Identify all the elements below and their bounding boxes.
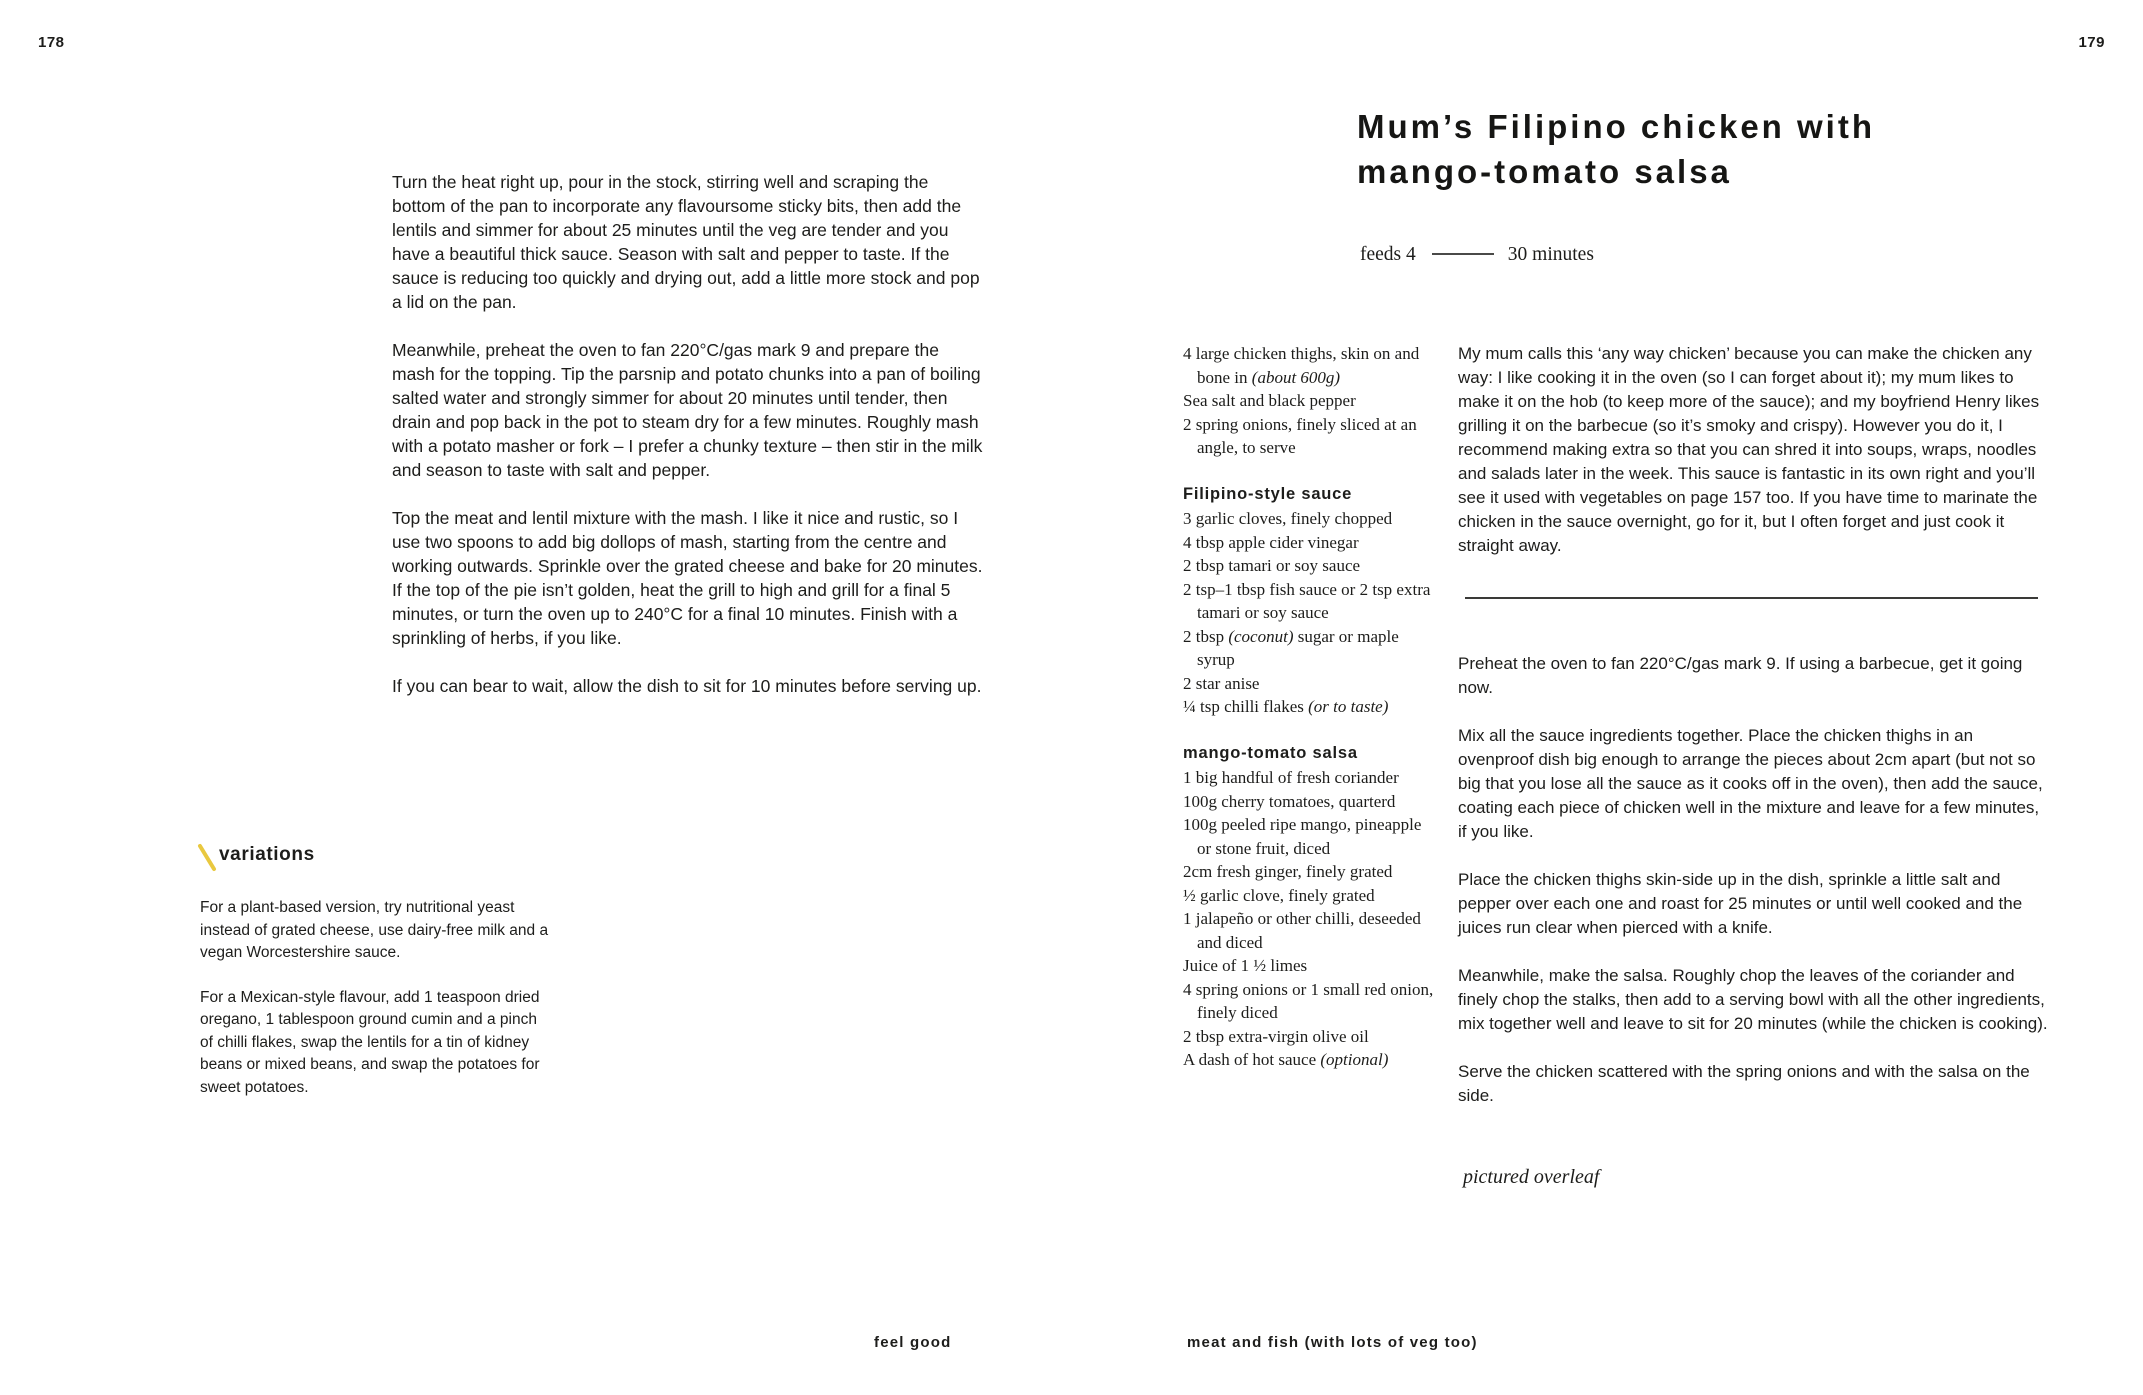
ingredient-item: 2cm fresh ginger, finely grated xyxy=(1183,862,1393,881)
ingredient-item: 2 tsp–1 tbsp fish sauce or 2 tsp extra tamari or soy sauce xyxy=(1183,579,1431,622)
ingredient-item: ½ garlic clove, finely grated xyxy=(1183,885,1375,905)
ingredient-item: Juice of 1 ½ limes xyxy=(1183,956,1308,975)
ingredient-item: 100g peeled ripe mango, pineapple or stone fruit, diced xyxy=(1183,815,1422,858)
paragraph: Serve the chicken scattered with the spring onions and with the salsa on the side. xyxy=(1458,1062,2030,1105)
ingredient-group xyxy=(1183,342,1435,460)
paragraph: For a Mexican-style flavour, add 1 teaspoon dried oregano, 1 tablespoon ground cumin and a pinch of chilli flakes, swap the lentils for a tin of kidney beans or mixed beans, and swap the potatoes for sweet potatoes. xyxy=(200,988,540,1096)
ingredient-group-header: mango-tomato salsa xyxy=(1183,743,1358,762)
ingredient-item: 100g cherry tomatoes, quarterd xyxy=(1183,791,1396,811)
paragraph: If you can bear to wait, allow the dish to sit for 10 minutes before serving up. xyxy=(392,676,982,696)
ingredient-group xyxy=(1183,742,1435,1072)
paragraph: Top the meat and lentil mixture with the mash. I like it nice and rustic, so I use two spoons to add big dollops of mash, starting from the centre and working outwards. Sprinkle over the grated cheese and bake for 20 minutes. If the top of the pie isn’t golden, heat the grill to high and grill for a final 5 minutes, or turn the oven up to 240°C for a final 10 minutes. Finish with a sprinkling of herbs, if you like. xyxy=(392,508,983,648)
ingredient-group-header: Filipino-style sauce xyxy=(1183,484,1353,503)
meta-divider-line xyxy=(1432,253,1494,255)
recipe-intro: My mum calls this ‘any way chicken’ because you can make the chicken any way: I like cooking it in the oven (so I can forget about it); my mum likes to make it on the hob (to keep more of the sauce); and my boyfriend Henry likes grilling it on the barbecue (so it’s smoky and crispy). However you do it, I recommend making extra so that you can shred it into soups, wraps, noodles and salads later in the week. This sauce is fantastic in its own right and you’ll see it used with vegetables on page 157 too. If you have time to marinate the chicken in the sauce overnight, go for it, but I often forget and just cook it straight away. xyxy=(1458,344,2040,555)
page-number-right: 179 xyxy=(2078,34,2105,51)
page-number-left: 178 xyxy=(38,34,65,51)
divider-rule xyxy=(1465,597,2038,599)
variations-heading-row xyxy=(197,843,551,873)
recipe-meta xyxy=(1360,244,1594,266)
time-label: 30 minutes xyxy=(1507,244,1594,265)
pictured-overleaf-note: pictured overleaf xyxy=(1463,1166,1600,1188)
paragraph: Preheat the oven to fan 220°C/gas mark 9. If using a barbecue, get it going now. xyxy=(1458,654,2023,697)
ingredient-group xyxy=(1183,483,1435,719)
ingredient-item: 2 star anise xyxy=(1183,673,1260,693)
ingredient-item: 4 large chicken thighs, skin on and bone in (about 600g) xyxy=(1183,344,1420,387)
ingredient-item: 3 garlic cloves, finely chopped xyxy=(1183,509,1393,528)
ingredient-item: A dash of hot sauce (optional) xyxy=(1183,1050,1389,1069)
recipe-title-line1: Mum’s Filipino chicken with xyxy=(1357,108,1875,145)
paragraph: For a plant-based version, try nutritional yeast instead of grated cheese, use dairy-free milk and a vegan Worcestershire sauce. xyxy=(200,899,549,961)
variations-section xyxy=(197,843,551,1121)
ingredient-item: 4 spring onions or 1 small red onion, finely diced xyxy=(1183,979,1434,1022)
method-steps xyxy=(1458,652,2048,1132)
paragraph: Place the chicken thighs skin-side up in the dish, sprinkle a little salt and pepper over each one and roast for 25 minutes or until well cooked and the juices run clear when pierced with a knife. xyxy=(1458,870,2023,937)
ingredient-item: 2 tbsp extra-virgin olive oil xyxy=(1183,1026,1369,1046)
footer-section-right: meat and fish (with lots of veg too) xyxy=(1187,1334,1478,1351)
ingredient-item: ¼ tsp chilli flakes (or to taste) xyxy=(1183,697,1389,716)
paragraph: Meanwhile, preheat the oven to fan 220°C/gas mark 9 and prepare the mash for the topping. Tip the parsnip and potato chunks into a pan of boiling salted water and strongly simmer for about 20 minutes until tender, then drain and pop back in the pot to steam dry for a few minutes. Roughly mash with a potato masher or fork – I prefer a chunky texture – then stir in the milk and season to taste with salt and pepper. xyxy=(392,340,983,480)
feeds-label: feeds 4 xyxy=(1360,244,1416,265)
ingredient-item: 2 tbsp tamari or soy sauce xyxy=(1183,556,1361,575)
paragraph: Meanwhile, make the salsa. Roughly chop the leaves of the coriander and finely chop the stalks, then add to a serving bowl with all the other ingredients, mix together well and leave to sit for 20 minutes (while the chicken is cooking). xyxy=(1458,966,2048,1033)
recipe-title xyxy=(1357,104,1875,194)
yellow-slash-icon xyxy=(197,843,219,873)
ingredient-item: 1 big handful of fresh coriander xyxy=(1183,768,1399,787)
variations-text xyxy=(200,897,551,1099)
ingredient-item: 4 tbsp apple cider vinegar xyxy=(1183,532,1359,552)
footer-section-left: feel good xyxy=(874,1334,952,1351)
ingredient-item: Sea salt and black pepper xyxy=(1183,391,1356,410)
recipe-title-line2: mango-tomato salsa xyxy=(1357,153,1732,190)
paragraph: Turn the heat right up, pour in the stock, stirring well and scraping the bottom of the pan to incorporate any flavoursome sticky bits, then add the lentils and simmer for about 25 minutes until the veg are tender and you have a beautiful thick sauce. Season with salt and pepper to taste. If the sauce is reducing too quickly and drying out, add a little more stock and pop a lid on the pan. xyxy=(392,172,980,312)
left-page-body-text xyxy=(392,170,984,722)
ingredient-item: 2 spring onions, finely sliced at an angle, to serve xyxy=(1183,414,1417,457)
ingredient-item: 1 jalapeño or other chilli, deseeded and diced xyxy=(1183,909,1421,952)
ingredients-list xyxy=(1183,342,1435,1095)
ingredient-item: 2 tbsp (coconut) sugar or maple syrup xyxy=(1183,626,1399,669)
variations-heading: variations xyxy=(219,844,315,865)
paragraph: Mix all the sauce ingredients together. Place the chicken thighs in an ovenproof dish big enough to arrange the pieces about 2cm apart (but not so big that you lose all the sauce as it cooks off in the oven), then add the sauce, coating each piece of chicken well in the mixture and leave for a few minutes, if you like. xyxy=(1458,726,2043,841)
